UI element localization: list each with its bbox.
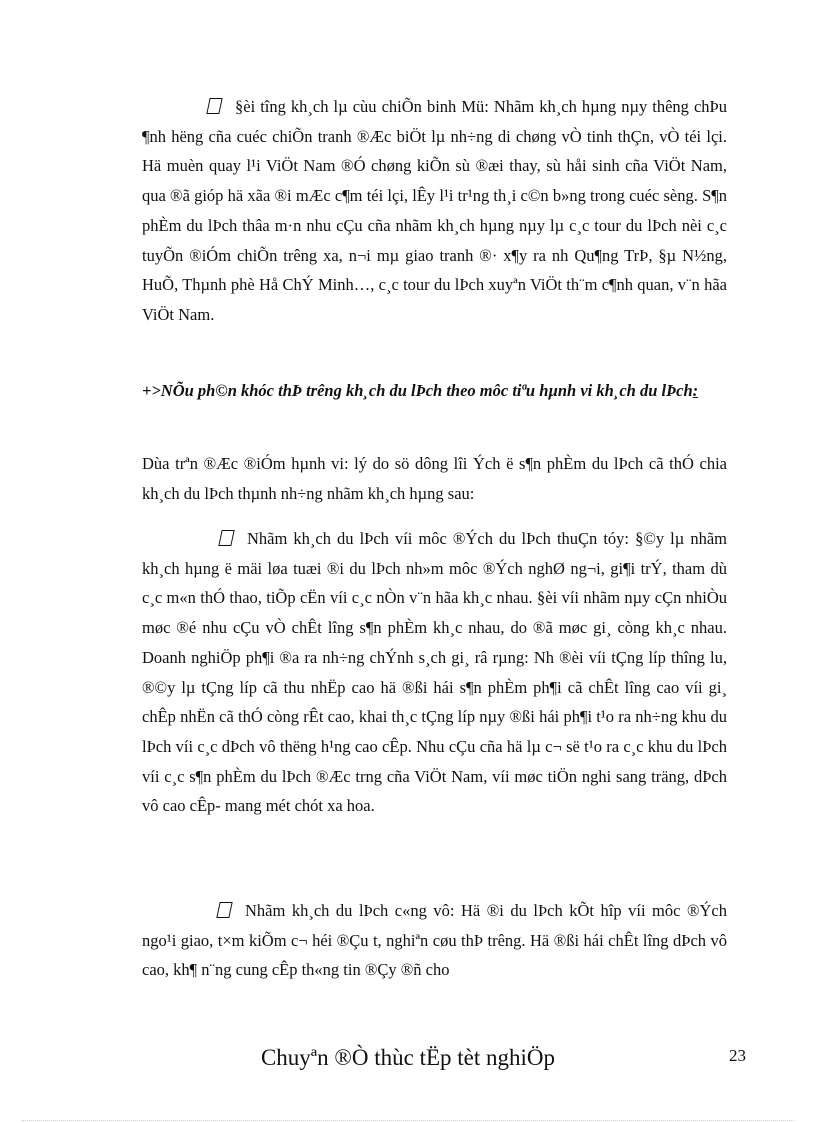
paragraph-veterans [142, 92, 727, 330]
bullet-square-icon [218, 530, 234, 546]
section-heading-text: +>NÕu ph©n khóc thÞ trêng kh¸ch du lÞch theo môc tiªu hµnh vi kh¸ch du lÞch [142, 381, 693, 400]
page-bottom-divider [22, 1120, 794, 1121]
paragraph-pure-tourism-text: Nhãm kh¸ch du lÞch víi môc ®Ých du lÞch thuÇn tóy: §©y lµ nhãm kh¸ch hµng ë mäi løa tuæi ®i du lÞch nh»m môc ®Ých nghØ ng¬i, gi¶i trÝ, tham dù c¸c m«n thÓ thao, tiÕp cËn víi c¸c nÒn v¨n hãa kh¸c nhau. §èi víi nhãm nµy cÇn nhiÒu møc ®é nhu cÇu vÒ chÊt lîng s¶n phÈm kh¸c nhau, do ®ã møc gi¸ còng kh¸c nhau. Doanh nghiÖp ph¶i ®a ra nh÷ng chÝnh s¸ch gi¸ râ rµng: Nh ®èi víi tÇng líp thîng lu, ®©y lµ tÇng líp cã thu nhËp cao hä ®ßi hái s¶n phÈm ph¶i cã chÊt lîng cao víi gi¸ chÊp nhËn cã thÓ còng rÊt cao, khai th¸c tÇng líp nµy ®ßi hái ph¶i t¹o ra nh÷ng khu du lÞch víi c¸c dÞch vô thëng h¹ng cao cÊp. Nhu cÇu cña hä lµ c¬ së t¹o ra c¸c khu du lÞch víi c¸c s¶n phÈm du lÞch ®Æc trng cña ViÖt Nam, víi møc tiÖn nghi sang träng, dÞch vô cao cÊp- mang mét chót xa hoa. [142, 529, 727, 816]
section-heading [142, 376, 732, 406]
paragraph-veterans-text: §èi tîng kh¸ch lµ cùu chiÕn binh Mü: Nhãm kh¸ch hµng nµy thêng chÞu ¶nh hëng cña cuéc chiÕn tranh ®Æc biÖt lµ nh÷ng di chøng vÒ tinh thÇn, vÒ téi lçi. Hä muèn quay l¹i ViÖt Nam ®Ó chøng kiÕn sù ®æi thay, sù håi sinh cña ViÖt Nam, qua ®ã gióp hä xãa ®i mÆc c¶m téi lçi, lÊy l¹i tr¹ng th¸i c©n b»ng trong cuéc sèng. S¶n phÈm du lÞch thâa m·n nhu cÇu cña nhãm kh¸ch hµng nµy lµ c¸c tour du lÞch nèi c¸c tuyÕn ®iÓm chiÕn trêng xa, n¬i mµ giao tranh ®· x¶y ra nh Qu¶ng TrÞ, §µ N½ng, HuÕ, Thµnh phè Hå ChÝ Minh…, c¸c tour du lÞch xuyªn ViÖt th¨m c¶nh quan, v¨n hãa ViÖt Nam. [142, 97, 727, 324]
paragraph-business-travel [142, 896, 727, 985]
page-number: 23 [729, 1046, 746, 1065]
paragraph-behavior-intro-text: Dùa trªn ®Æc ®iÓm hµnh vi: lý do sö dông lîi Ých ë s¶n phÈm du lÞch cã thÓ chia kh¸ch du lÞch thµnh nh÷ng nhãm kh¸ch hµng sau: [142, 454, 727, 503]
paragraph-business-travel-text: Nhãm kh¸ch du lÞch c«ng vô: Hä ®i du lÞch kÕt hîp víi môc ®Ých ngo¹i giao, t×m kiÕm c¬ héi ®Çu t, nghiªn cøu thÞ trêng. Hä ®ßi hái chÊt lîng dÞch vô cao, kh¶ n¨ng cung cÊp th«ng tin ®Çy ®ñ cho [142, 901, 727, 980]
bullet-square-icon [206, 98, 222, 114]
section-heading-colon: : [692, 381, 699, 400]
paragraph-behavior-intro [142, 449, 727, 508]
paragraph-pure-tourism [142, 524, 727, 821]
footer-title: Chuyªn ®Ò thùc tËp tèt nghiÖp [260, 1045, 556, 1070]
bullet-square-icon [216, 902, 232, 918]
